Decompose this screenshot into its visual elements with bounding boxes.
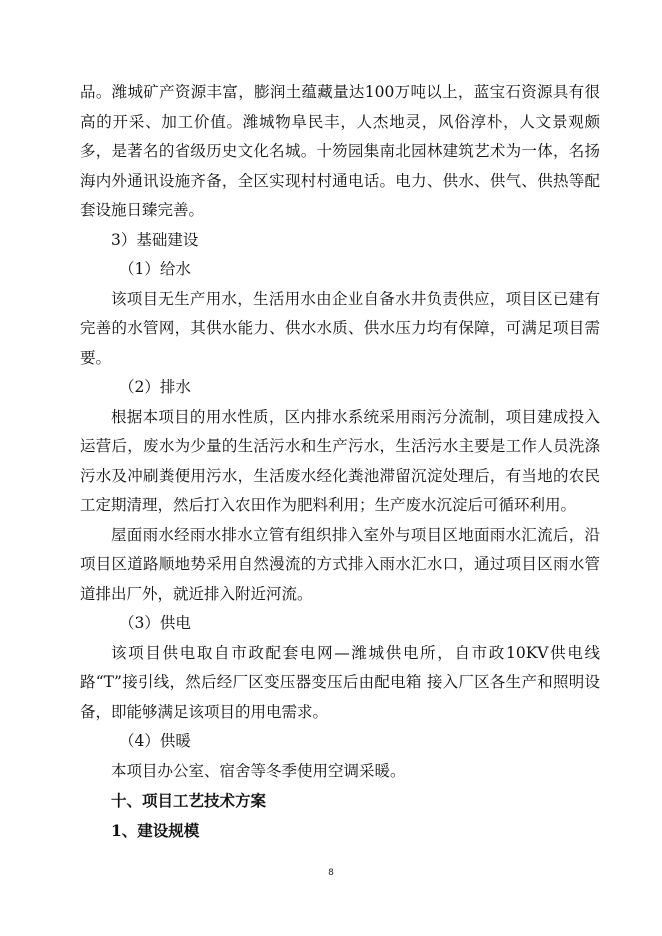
subsection-drainage-title: （2）排水 xyxy=(119,378,191,396)
section-infrastructure-title: 3）基础建设 xyxy=(111,230,199,249)
paragraph-resources: 品。潍城矿产资源丰富，膨润土蕴藏量达100万吨以上，蓝宝石资源具有很高的开采、加工价值。潍城物阜民丰，人杰地灵，风俗淳朴，人文景观颇多，是著名的省级历史文化名城。十笏园集南北园林建筑艺术为一体，名扬海内外通讯设施齐备，全区实现村村通电话。电力、供水、供气、供热等配套设施日臻完善。 xyxy=(80,83,600,219)
paragraph-drainage: 根据本项目的用水性质，区内排水系统采用雨污分流制，项目建成投入运营后，废水为少量的生活污水和生产污水，生活污水主要是工作人员洗涤污水及冲刷粪便用污水，生活废水经化粪池滞留沉淀处理后，有当地的农民工定期清理，然后打入农田作为肥料利用；生产废水沉淀后可循环利用。 xyxy=(80,407,600,514)
section-heading-construction-scale: 1、建设规模 xyxy=(111,820,200,840)
paragraph-heating: 本项目办公室、宿舍等冬季使用空调采暖。 xyxy=(111,761,406,780)
page-number: 8 xyxy=(328,868,334,878)
paragraph-power-supply: 该项目供电取自市政配套电网—潍城供电所，自市政10KV供电线路“T”接引线，然后经厂区变压器变压后由配电箱 接入厂区各生产和照明设备，即能够满足该项目的用电需求。 xyxy=(80,643,600,721)
subsection-heating-title: （4）供暖 xyxy=(119,732,191,750)
chapter-heading-process-plan: 十、项目工艺技术方案 xyxy=(111,791,267,810)
subsection-power-supply-title: （3）供电 xyxy=(119,614,191,632)
page-content xyxy=(80,78,600,845)
subsection-water-supply-title: （1）给水 xyxy=(119,260,191,278)
paragraph-water-supply: 该项目无生产用水，生活用水由企业自备水井负责供应，项目区已建有完善的水管网，其供水能力、供水水质、供水压力均有保障，可满足项目需要。 xyxy=(80,289,600,367)
paragraph-rainwater: 屋面雨水经雨水排水立管有组织排入室外与项目区地面雨水汇流后，沿项目区道路顺地势采用自然漫流的方式排入雨水汇水口，通过项目区雨水管道排出厂外，就近排入附近河流。 xyxy=(80,525,600,603)
